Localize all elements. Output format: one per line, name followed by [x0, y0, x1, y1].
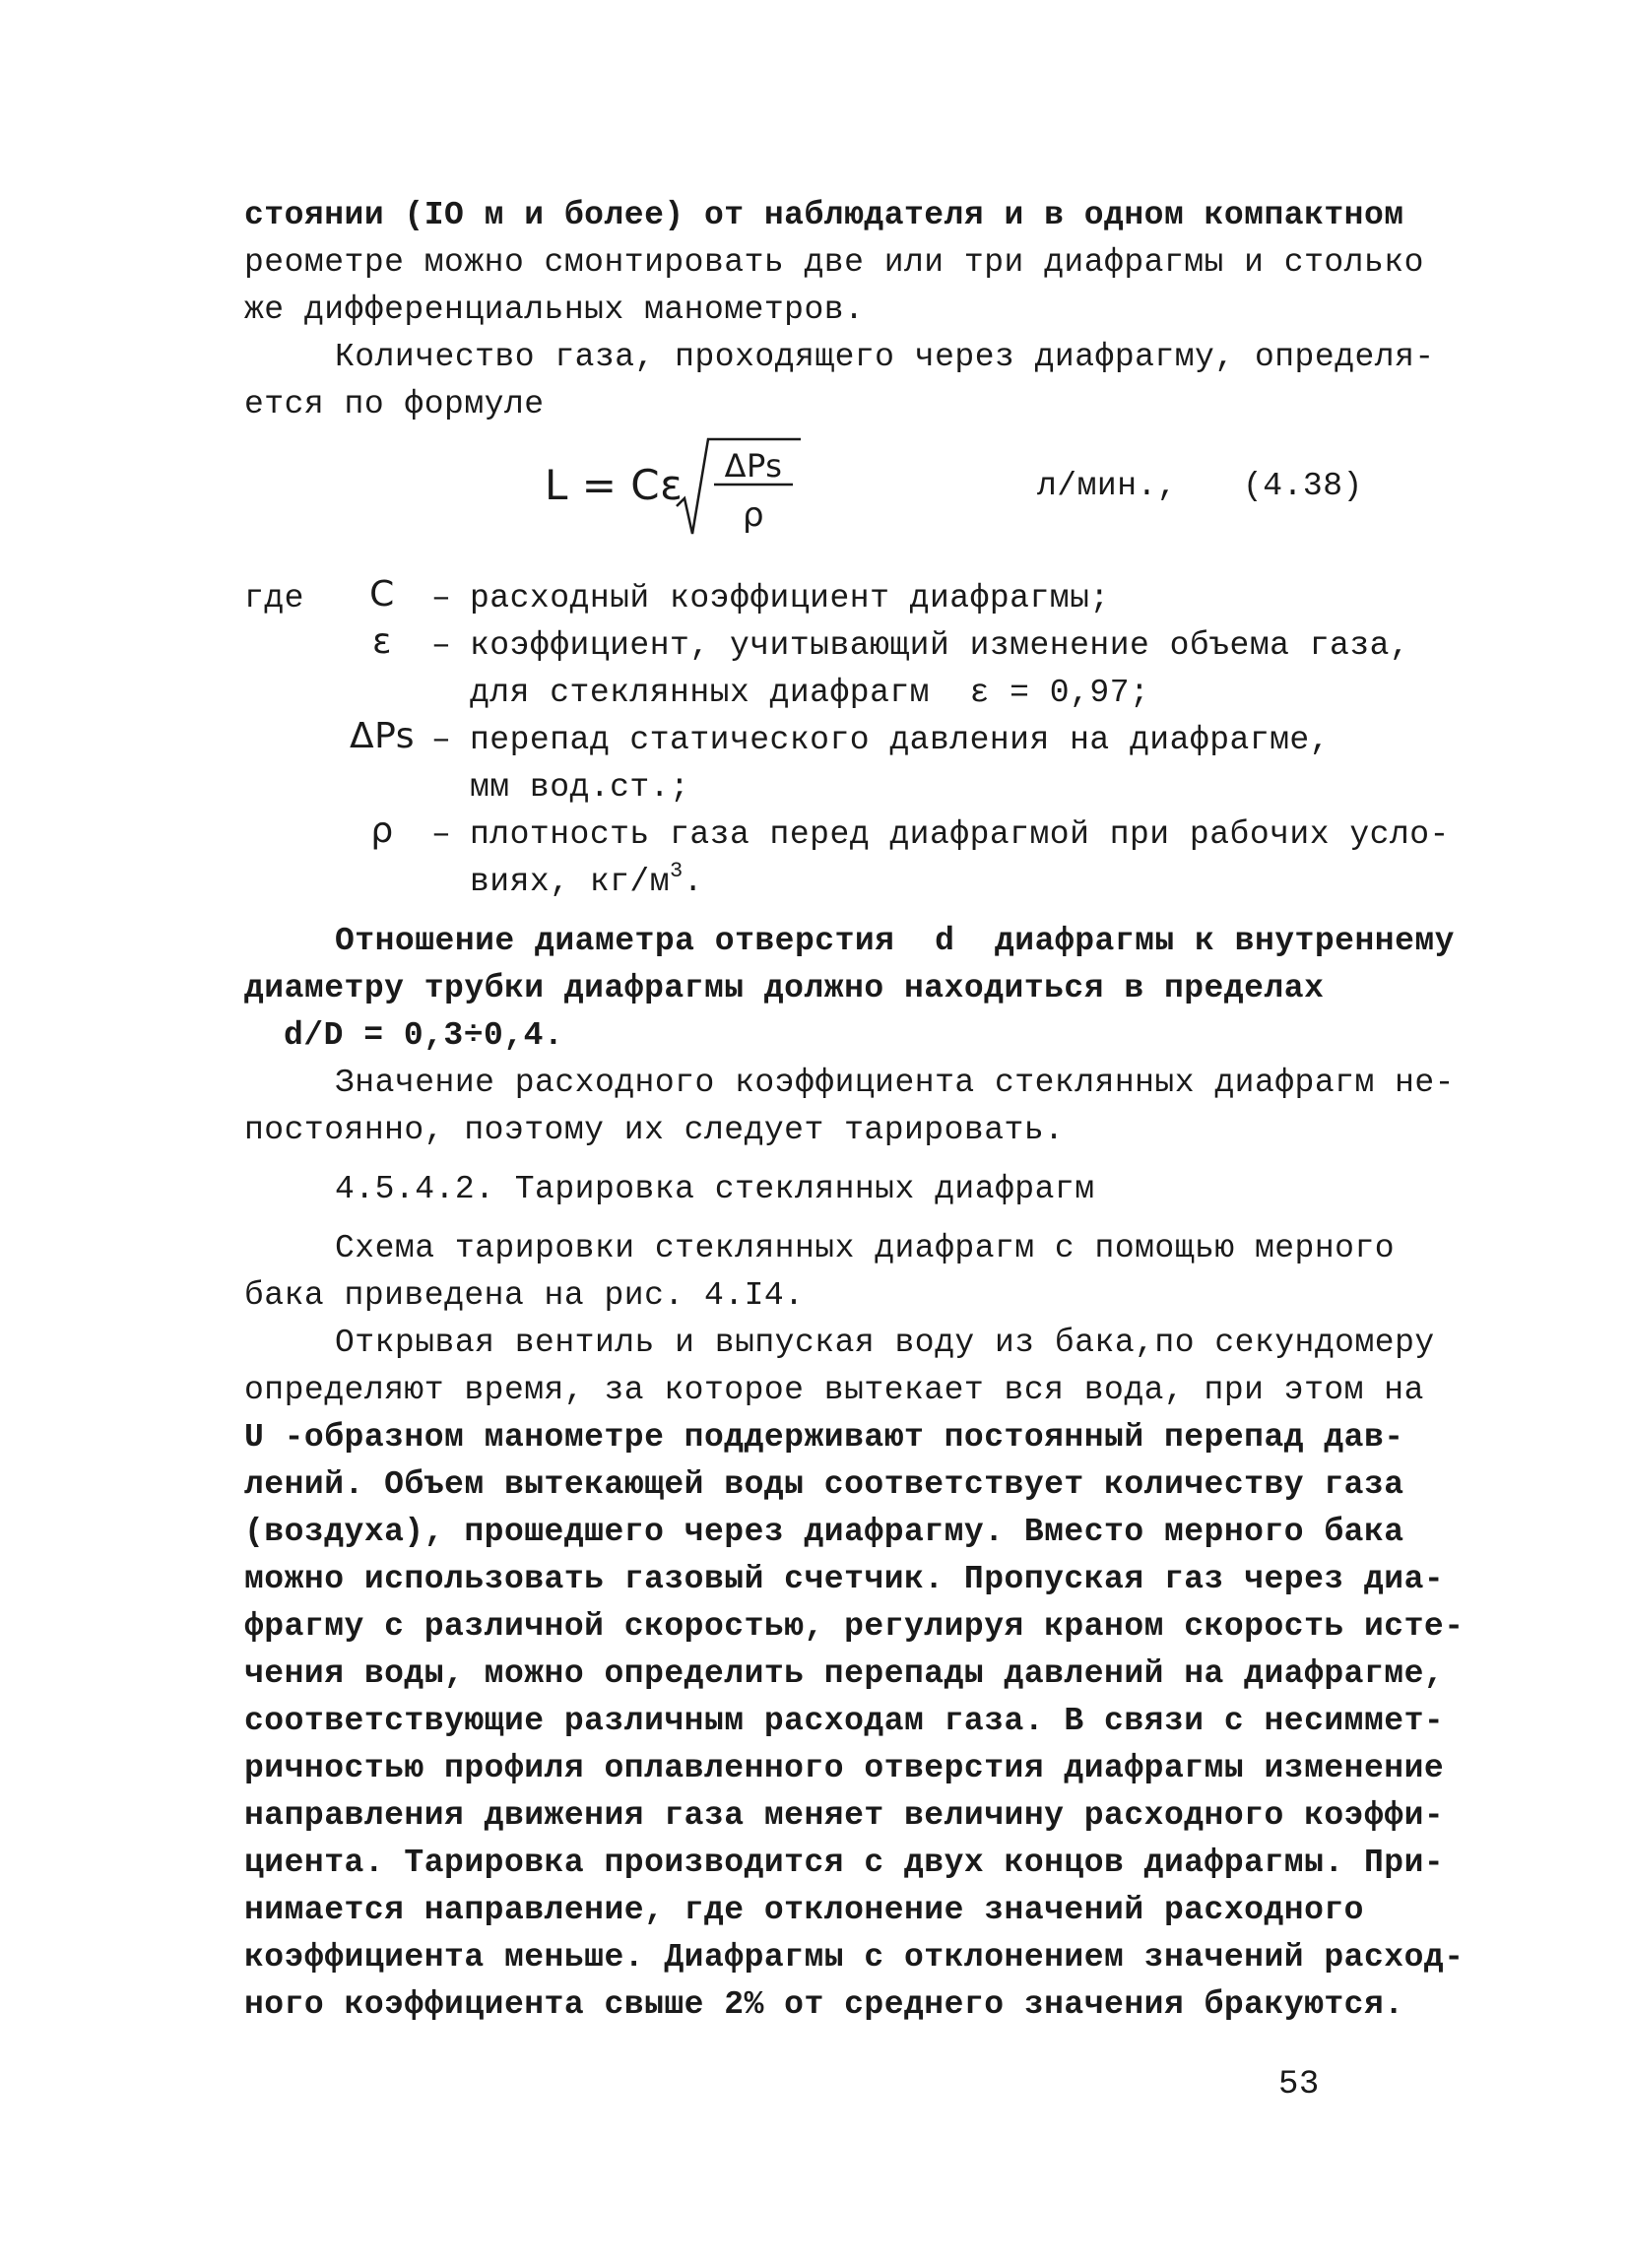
paragraph-line: Количество газа, проходящего через диафрагму, определя-	[335, 339, 1435, 375]
formula-units: л/мин.,	[1037, 468, 1178, 504]
def-dash: –	[431, 580, 452, 616]
ratio-line: d/D = 0,3÷0,4.	[284, 1017, 564, 1054]
definition-line: коэффициент, учитывающий изменение объема газа,	[470, 627, 1410, 664]
paragraph-line: бака приведена на рис. 4.I4.	[244, 1277, 805, 1314]
paragraph-line: ричностью профиля оплавленного отверстия диафрагмы изменение	[244, 1750, 1445, 1786]
paragraph-line: постоянно, поэтому их следует тарировать.	[244, 1112, 1065, 1148]
paragraph-line: фрагму с различной скоростью, регулируя краном скорость исте-	[244, 1608, 1465, 1645]
paragraph-line: соответствующие различным расходам газа. В связи с несиммет-	[244, 1703, 1445, 1739]
symbol-delta-ps: ΔPs	[350, 716, 415, 756]
fraction-denominator: ρ	[742, 495, 765, 535]
paragraph-line: направления движения газа меняет величину расходного коэффи-	[244, 1797, 1445, 1834]
section-heading: 4.5.4.2. Тарировка стеклянных диафрагм	[335, 1171, 1095, 1207]
paragraph-line: лений. Объем вытекающей воды соответствует количеству газа	[244, 1466, 1404, 1503]
paragraph-line: Схема тарировки стеклянных диафрагм с помощью мерного	[335, 1230, 1396, 1266]
definition-line	[470, 860, 703, 908]
sqrt-fraction	[545, 435, 801, 544]
fraction-numerator: ΔPs	[724, 447, 783, 485]
paragraph-line: (воздуха), прошедшего через диафрагму. Вместо мерного бака	[244, 1514, 1404, 1550]
paragraph-line: ется по формуле	[244, 386, 545, 422]
definition-line: для стеклянных диафрагм ε = 0,97;	[470, 675, 1150, 711]
paragraph-line: диаметру трубки диафрагмы должно находиться в пределах	[244, 970, 1325, 1006]
paragraph-line: Отношение диаметра отверстия d диафрагмы к внутреннему	[335, 923, 1455, 959]
paragraph-line: определяют время, за которое вытекает вся вода, при этом на	[244, 1372, 1424, 1408]
def-dash: –	[431, 627, 452, 664]
definition-text: виях, кг/м	[470, 864, 671, 900]
paragraph-line: коэффициента меньше. Диафрагмы с отклонением значений расход-	[244, 1939, 1465, 1976]
paragraph-line: же дифференциальных манометров.	[244, 292, 865, 328]
symbol-epsilon: ε	[372, 621, 392, 662]
symbol-c: C	[369, 574, 395, 615]
definition-line: мм вод.ст.;	[470, 769, 690, 806]
definition-line: перепад статического давления на диафрагме,	[470, 722, 1331, 758]
symbol-rho: ρ	[370, 810, 394, 851]
paragraph-line: можно использовать газовый счетчик. Пропуская газ через диа-	[244, 1561, 1445, 1597]
paragraph-line: Открывая вентиль и выпуская воду из бака,по секундомеру	[335, 1325, 1435, 1361]
paragraph-line: U -образном манометре поддерживают постоянный перепад дав-	[244, 1419, 1404, 1456]
formula-number: (4.38)	[1243, 468, 1363, 504]
paragraph-line: стоянии (IO м и более) от наблюдателя и в одном компактном	[244, 197, 1404, 233]
paragraph-line: циента. Тарировка производится с двух концов диафрагмы. При-	[244, 1845, 1445, 1881]
paragraph-line: Значение расходного коэффициента стеклянных диафрагм не-	[335, 1065, 1455, 1101]
page-number: 53	[1278, 2066, 1320, 2104]
paragraph-line: чения воды, можно определить перепады давлений на диафрагме,	[244, 1655, 1445, 1692]
paragraph-line: реометре можно смонтировать две или три диафрагмы и столько	[244, 244, 1424, 281]
formula-lhs: L = Cε	[545, 461, 684, 509]
paragraph-line: нимается направление, где отклонение значений расходного	[244, 1892, 1364, 1928]
def-dash: –	[431, 722, 452, 758]
definition-text: .	[683, 864, 704, 900]
paragraph-line: ного коэффициента свыше 2% от среднего значения бракуются.	[244, 1986, 1404, 2023]
definition-line: расходный коэффициент диафрагмы;	[470, 580, 1110, 616]
def-dash: –	[431, 816, 452, 853]
definition-line: плотность газа перед диафрагмой при рабочих усло-	[470, 816, 1450, 853]
where-label: где	[244, 580, 304, 616]
superscript: 3	[670, 859, 684, 883]
